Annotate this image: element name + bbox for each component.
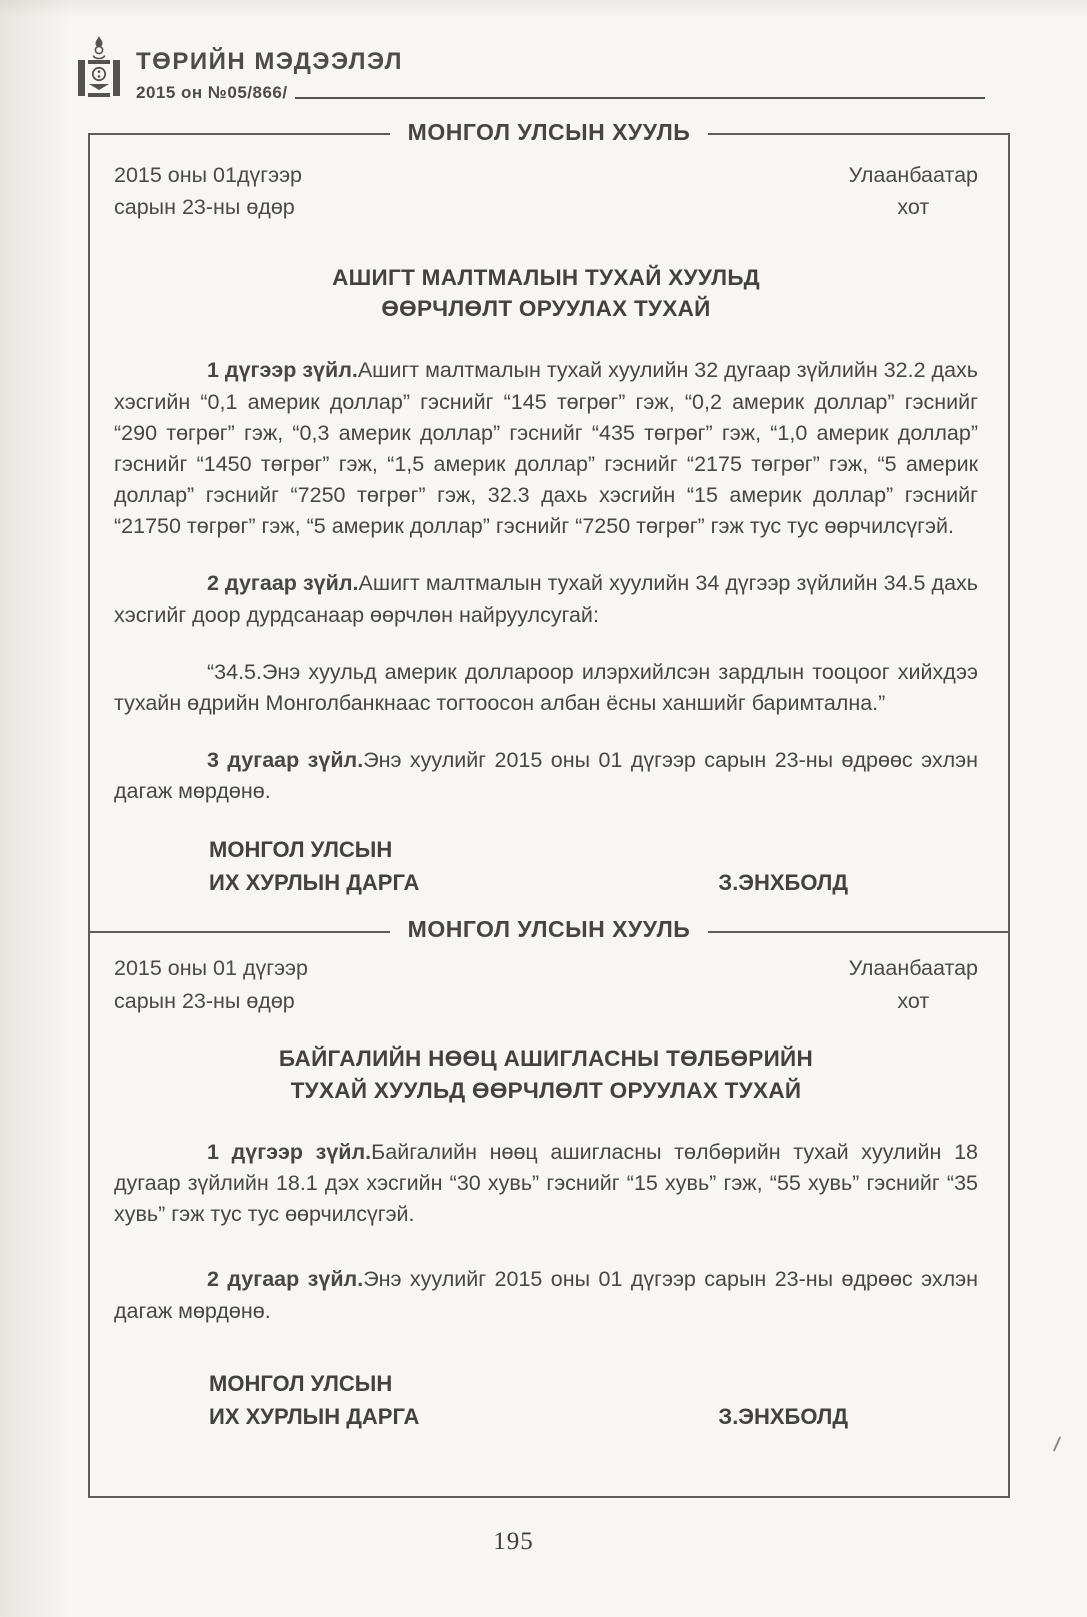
law2-title [114,1043,978,1107]
law2-signature-office-line1: МОНГОЛ УЛСЫН [209,1370,393,1396]
law-frame [88,119,1010,1498]
law1-signature-office [209,833,419,899]
law2-title-line1: БАЙГАЛИЙН НӨӨЦ АШИГЛАСНЫ ТӨЛБӨРИЙН [278,1045,814,1071]
law2-date-line2: сарын 23-ны өдөр [114,988,295,1013]
law1-article-2 [114,568,978,630]
law2-article-2-text: Энэ хуулийг 2015 оны 01 дүгээр сарын 23-ны өдрөөс эхлэн дагаж мөрдөнө. [114,1267,978,1323]
masthead-rule [295,97,985,99]
law2-article-1-text: Байгалийн нөөц ашигласны төлбөрийн тухай хуулийн 18 дугаар зүйлийн 18.1 дэх хэсгийн “30 хувь” гэснийг “15 хувь” гэж, “55 хувь” гэснийг “35 хувь” гэж тус тус өөрчилсүгэй. [114,1139,978,1227]
publication-issue-number: 2015 он №05/866/ [136,83,288,102]
law2-city-line1: Улаанбаатар [848,956,978,981]
law1-article-1-lead: 1 дүгээр зүйл. [207,358,358,383]
law1-article-3 [114,745,978,807]
law2-city [849,952,978,1017]
law1-signature-office-line2: ИХ ХУРЛЫН ДАРГА [209,870,420,896]
law2-article-1 [114,1137,978,1231]
law1-article-2-text: Ашигт малтмалын тухай хуулийн 34 дүгээр зүйлийн 34.5 дахь хэсгийг доор дурдсанаар өөрчлөн найруулсугай: [114,571,978,627]
law1-title [114,262,978,326]
law1-article-1-text: Ашигт малтмалын тухай хуулийн 32 дугаар зүйлийн 32.2 дахь хэсгийн “0,1 америк доллар” гэснийг “145 төгрөг” гэж, “0,2 америк доллар” гэснийг “290 төгрөг” гэж, “0,3 америк доллар” гэснийг “435 төгрөг” гэж, “1,0 америк доллар” гэснийг “1450 төгрөг” гэж, “1,5 америк доллар” гэснийг “2175 төгрөг” гэж, “5 америк доллар” гэснийг “7250 төгрөг” гэж, 32.3 дахь хэсгийн “15 америк доллар” гэснийг “21750 төгрөг” гэж, “5 америк доллар” гэснийг “7250 төгрөг” гэж тус тус өөрчилсүгэй. [114,358,978,539]
law1-quote-text: “34.5.Энэ хуульд америк доллароор илэрхийлсэн зардлын тооцоог хийхдээ тухайн өдрийн Монголбанкнаас тогтоосон албан ёсны ханшийг баримтална.” [114,659,978,715]
law1-banner [90,119,1008,146]
law2-article-2-lead: 2 дугаар зүйл. [207,1267,364,1292]
law2-signature-name: З.ЭНХБОЛД [718,1403,848,1429]
law2-banner-label: МОНГОЛ УЛСЫН ХУУЛЬ [390,916,709,943]
law1-date-row [114,159,978,224]
law1-banner-label: МОНГОЛ УЛСЫН ХУУЛЬ [390,119,709,146]
law1-signature-office-line1: МОНГОЛ УЛСЫН [209,837,393,863]
law1-article-3-lead: 3 дугаар зүйл. [207,748,364,773]
law2-article-2 [114,1264,978,1326]
law1-city-line2: хот [897,195,930,220]
law2-title-line2: ТУХАЙ ХУУЛЬД ӨӨРЧЛӨЛТ ОРУУЛАХ ТУХАЙ [290,1077,802,1103]
law1-date-line2: сарын 23-ны өдөр [114,195,295,220]
scan-shadow-left [0,0,70,1617]
law1-date-line1: 2015 оны 01дүгээр [114,163,303,187]
law1-signature-name: З.ЭНХБОЛД [718,870,848,896]
law2-date [114,952,308,1017]
law2-date-line1: 2015 оны 01 дүгээр [114,956,308,981]
law2-divider [90,916,1008,960]
law1-title-line2: ӨӨРЧЛӨЛТ ОРУУЛАХ ТУХАЙ [381,296,711,322]
law1-signature [114,833,978,899]
law2-signature-office-line2: ИХ ХУРЛЫН ДАРГА [209,1403,420,1429]
law1-city [849,159,978,224]
law1-article-2-lead: 2 дугаар зүйл. [207,571,359,596]
law1-city-line1: Улаанбаатар [848,163,978,187]
page-number: 195 [493,1528,534,1555]
law2-signature [114,1367,978,1433]
law1-date [114,159,302,224]
law2-signature-office [209,1367,419,1433]
pen-mark [1053,1436,1061,1451]
publication-title: ТӨРИЙН МЭДЭЭЛЭЛ [136,48,403,75]
scan-shadow-top [0,0,1087,18]
masthead [76,36,403,103]
law2-city-line2: хот [897,988,930,1013]
law1-title-line1: АШИГТ МАЛТМАЛЫН ТУХАЙ ХУУЛЬД [332,264,760,290]
law1-quote-paragraph [114,657,978,719]
soyombo-emblem-icon [76,36,122,98]
law2-article-1-lead: 1 дүгээр зүйл. [207,1139,372,1164]
law1-article-1 [114,355,978,542]
law1-article-3-text: Энэ хуулийг 2015 оны 01 дүгээр сарын 23-ны өдрөөс эхлэн дагаж мөрдөнө. [114,748,978,804]
law2-date-row [114,952,978,1017]
